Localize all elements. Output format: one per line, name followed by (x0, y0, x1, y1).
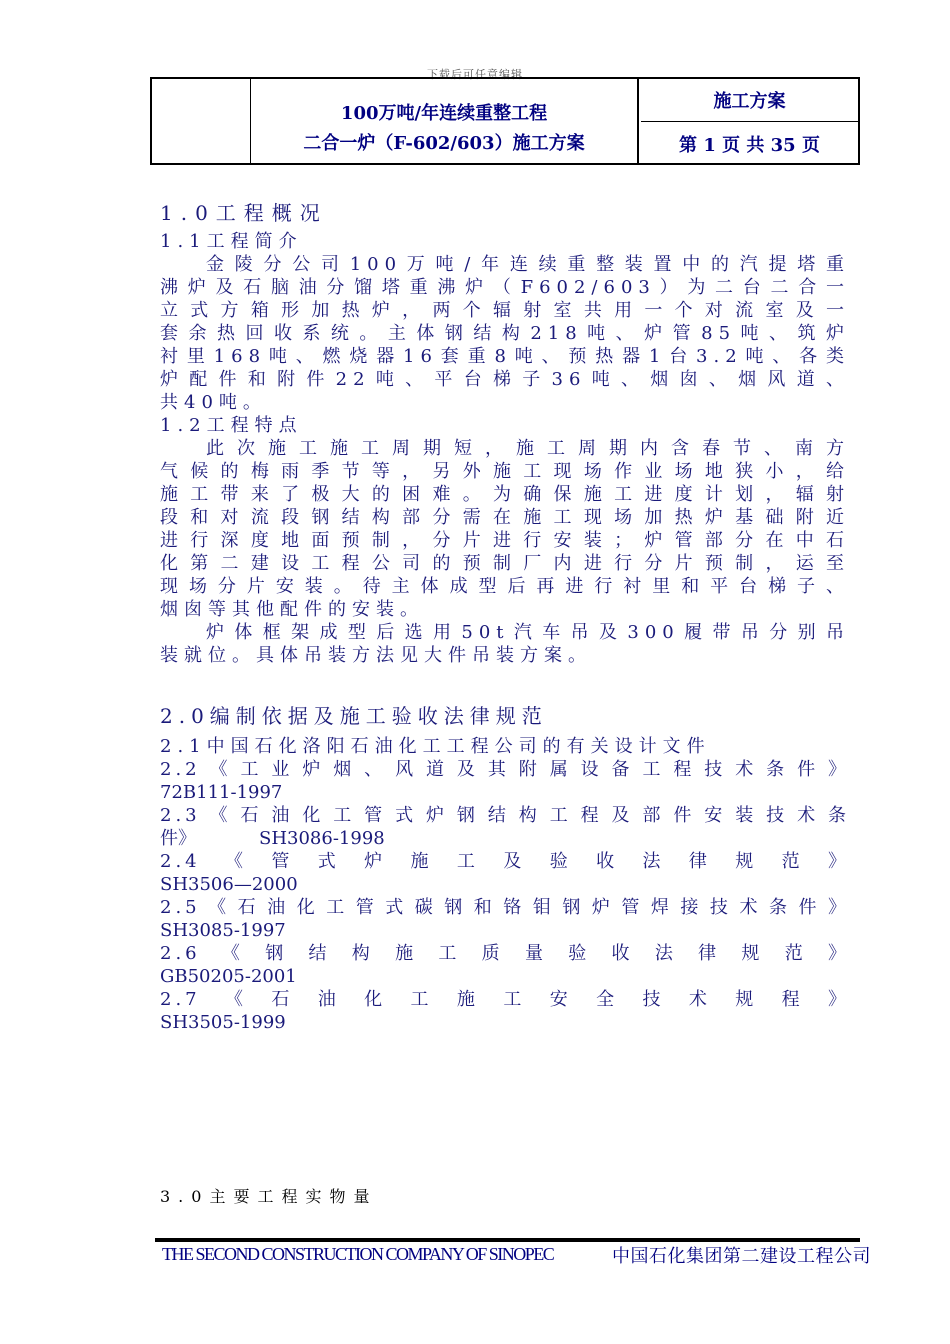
page-info-cell: 第 1 页 共 35 页 (679, 135, 820, 156)
reference-code: 件》 SH3086-1998 (160, 828, 385, 849)
text-line: 套余热回收系统。主体钢结构218吨、炉管85吨、筑炉 (160, 323, 850, 344)
text-line: 衬里168吨、燃烧器16套重8吨、预热器1台3.2吨、各类 (160, 346, 850, 367)
text-line: 金陵分公司100万吨/年连续重整装置中的汽提塔重 (206, 254, 850, 275)
header-logo-cell (152, 79, 251, 163)
reference-item: 2.3《石油化工管式炉钢结构工程及部件安装技术条 (160, 805, 850, 826)
reference-item: 2.6《钢结构施工质量验收法律规范》 (160, 943, 850, 964)
text-line: 共40吨。 (160, 392, 267, 413)
reference-code: GB50205-2001 (160, 966, 297, 987)
reference-item: 2.5《石油化工管式碳钢和铬钼钢炉管焊接技术条件》 (160, 897, 850, 918)
header-title-cell (251, 79, 639, 163)
doc-type-cell: 施工方案 (641, 79, 858, 122)
footer-company-english: THE SECOND CONSTRUCTION COMPANY OF SINOPEC (162, 1244, 554, 1264)
footer-company-chinese: 中国石化集团第二建设工程公司 (612, 1246, 871, 1267)
section-heading-3: 3.0主要工程实物量 (160, 1187, 378, 1206)
text-line: 装就位。具体吊装方法见大件吊装方案。 (160, 645, 592, 666)
document-header-table (150, 77, 860, 165)
text-line: 烟囱等其他配件的安装。 (160, 599, 424, 620)
paragraph-overview (160, 253, 850, 414)
project-title: 100万吨/年连续重整工程 (340, 103, 548, 124)
reference-list (160, 735, 850, 1034)
section-heading-1: 1.0工程概况 (160, 201, 328, 225)
text-line: 沸炉及石脑油分馏塔重沸炉（F602/603）为二台二合一 (160, 277, 850, 298)
text-line: 现场分片安装。待主体成型后再进行衬里和平台梯子、 (160, 576, 850, 597)
paragraph-features (160, 437, 850, 667)
text-line: 此次施工施工周期短，施工周期内含春节、南方 (206, 438, 850, 459)
reference-code: SH3506—2000 (160, 874, 298, 895)
text-line: 炉体框架成型后选用50t汽车吊及300履带吊分别吊 (206, 622, 850, 643)
subsection-heading-1-2: 1.2工程特点 (160, 415, 303, 436)
text-line: 气候的梅雨季节等，另外施工现场作业场地狭小，给 (160, 461, 850, 482)
plan-title: 二合一炉（F-602/603）施工方案 (303, 133, 585, 154)
reference-item: 2.2《工业炉烟、风道及其附属设备工程技术条件》 (160, 759, 850, 780)
reference-item: 2.1中国石化洛阳石油化工工程公司的有关设计文件 (160, 736, 711, 757)
text-line: 炉配件和附件22吨、平台梯子36吨、烟囱、烟风道、 (160, 369, 850, 390)
reference-code: 72B111-1997 (160, 782, 283, 803)
top-note: 下载后可任意编辑 (427, 68, 523, 81)
reference-item: 2.7《石油化工施工安全技术规程》 (160, 989, 850, 1010)
text-line: 段和对流段钢结构部分需在施工现场加热炉基础附近 (160, 507, 850, 528)
reference-code: SH3085-1997 (160, 920, 286, 941)
text-line: 化第二建设工程公司的预制厂内进行分片预制，运至 (160, 553, 850, 574)
text-line: 立式方箱形加热炉，两个辐射室共用一个对流室及一 (160, 300, 850, 321)
text-line: 施工带来了极大的困难。为确保施工进度计划，辐射 (160, 484, 850, 505)
reference-code: SH3505-1999 (160, 1012, 286, 1033)
section-heading-2: 2.0编制依据及施工验收法律规范 (160, 704, 548, 728)
reference-item: 2.4《管式炉施工及验收法律规范》 (160, 851, 850, 872)
subsection-heading-1-1: 1.1工程简介 (160, 231, 303, 252)
text-line: 进行深度地面预制，分片进行安装；炉管部分在中石 (160, 530, 850, 551)
document-body (160, 196, 850, 1034)
